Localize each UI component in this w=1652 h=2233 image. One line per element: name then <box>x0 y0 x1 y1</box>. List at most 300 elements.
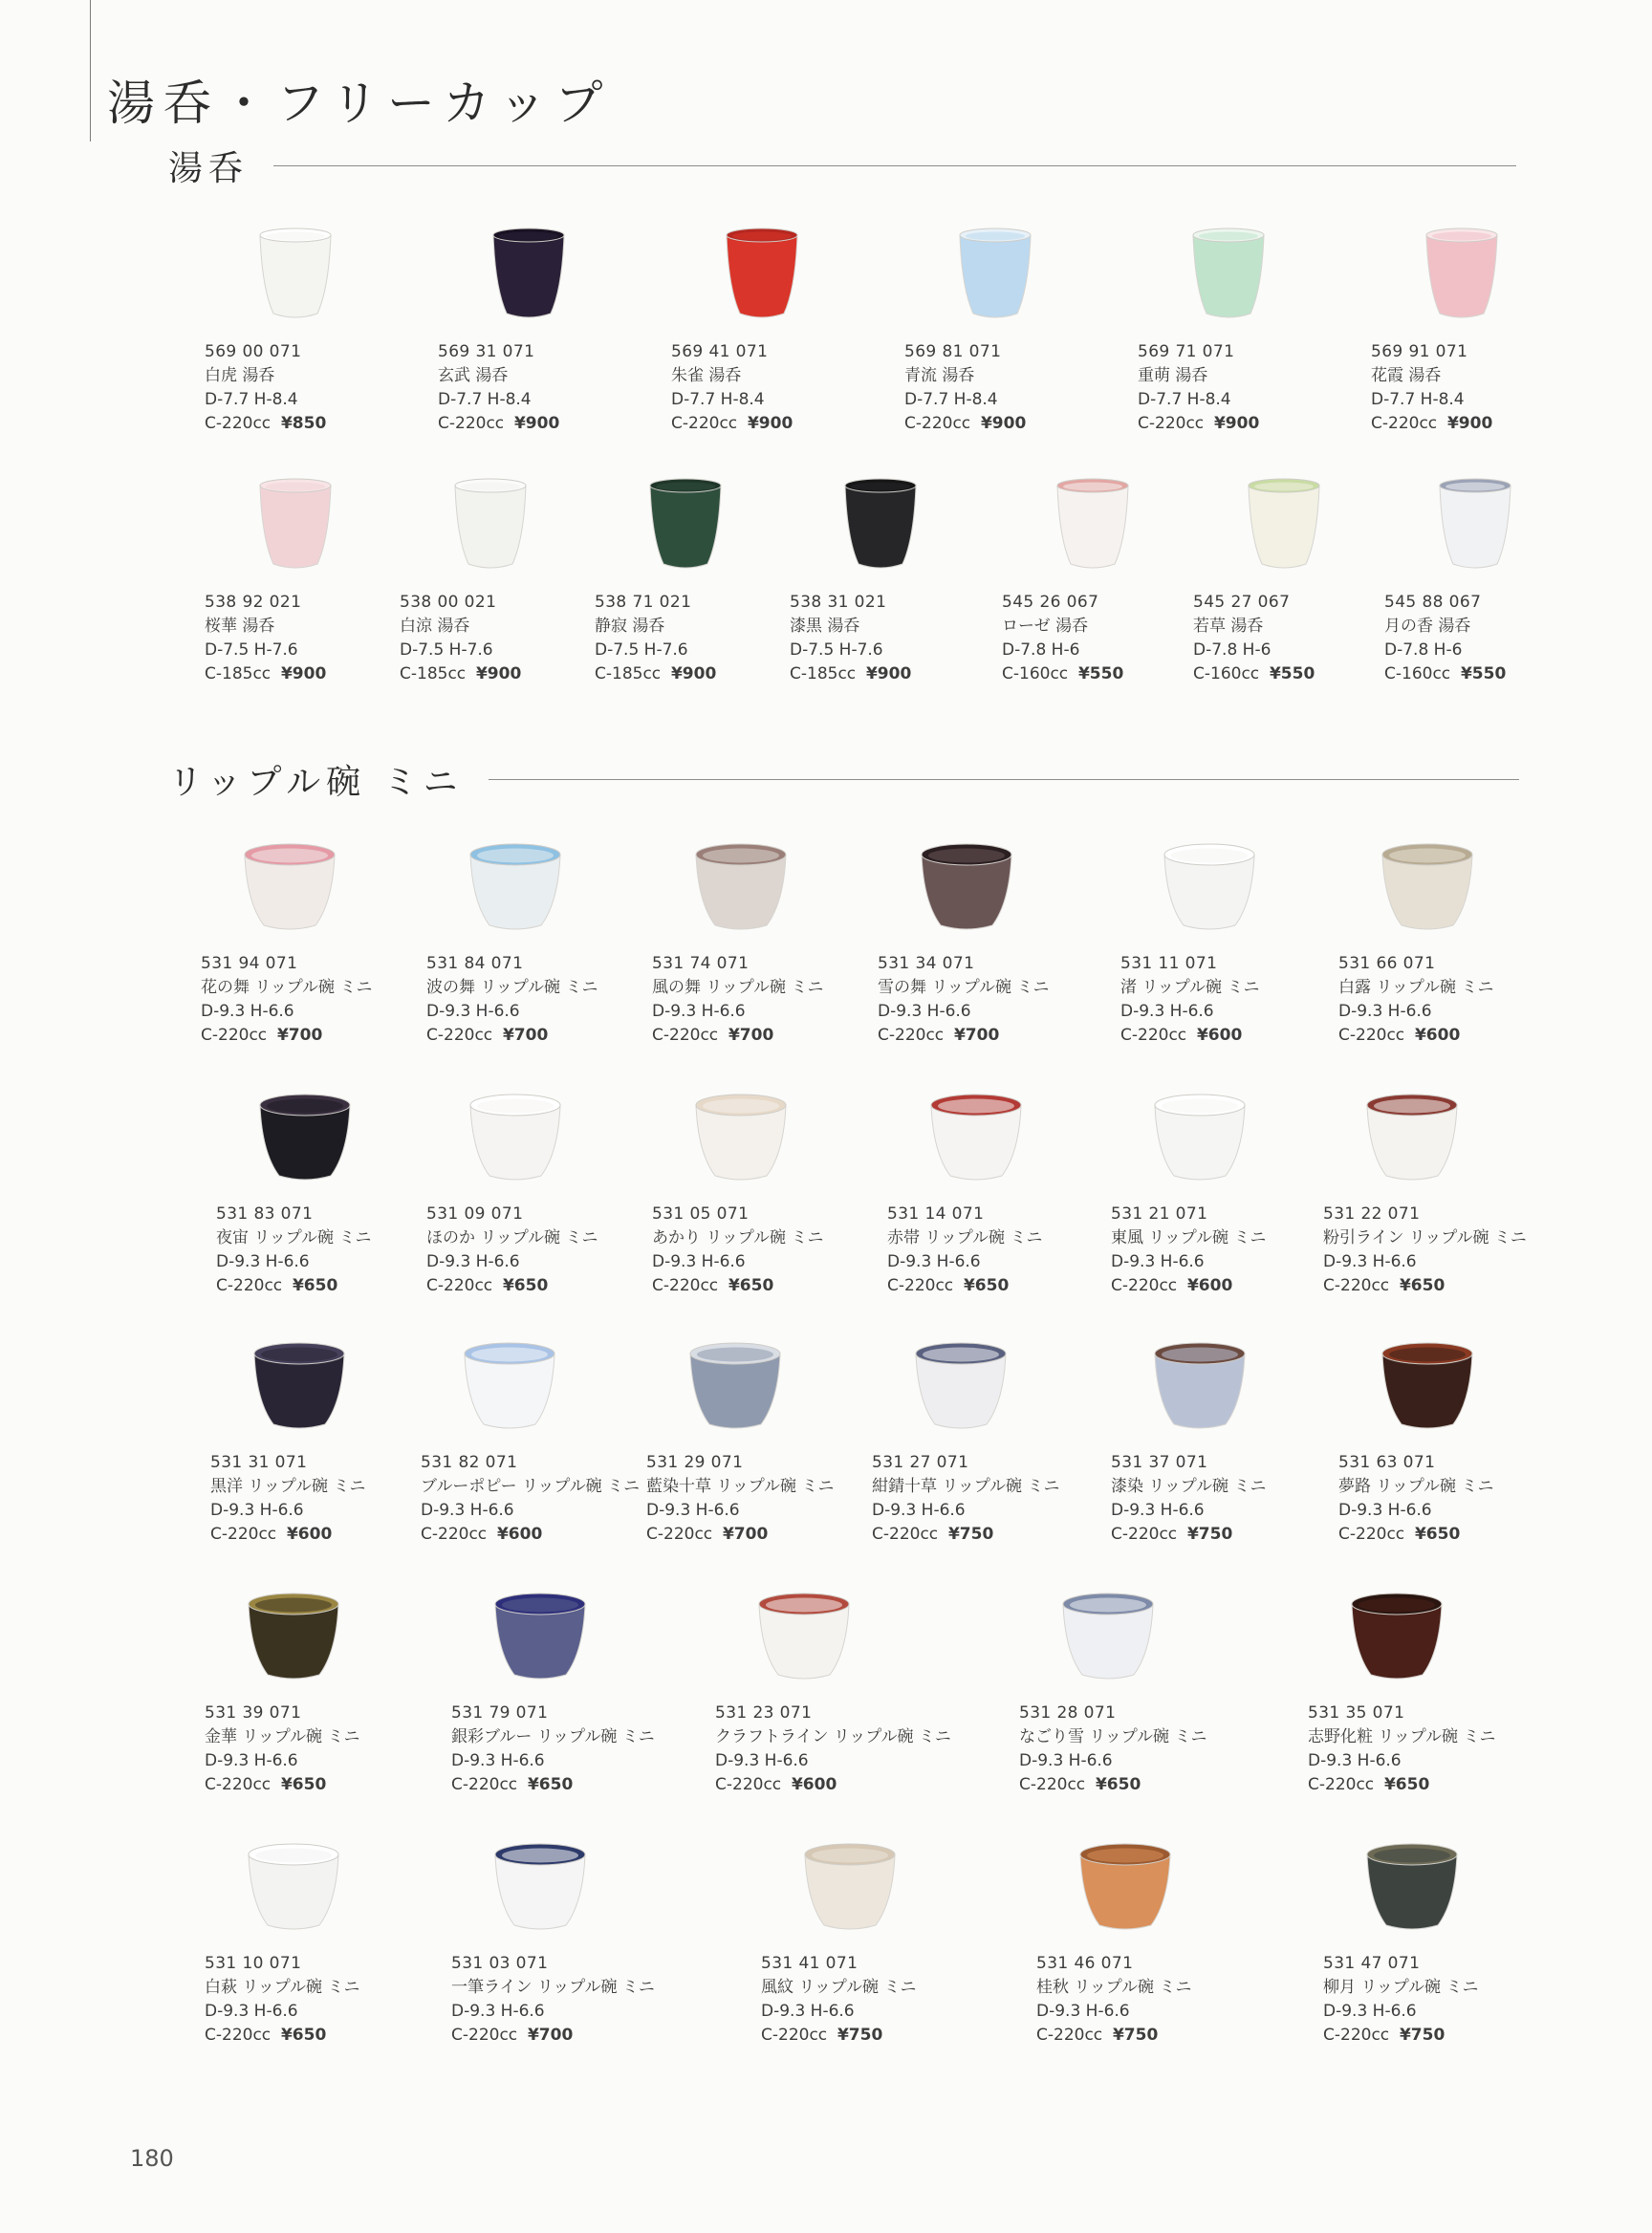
product-code: 531 79 071 <box>451 1703 549 1723</box>
product-dimensions: D-7.8 H-6 <box>1193 640 1272 660</box>
product-capacity: C-220cc <box>887 1276 954 1295</box>
product-name: 白虎 湯呑 <box>205 366 275 385</box>
product-info <box>400 591 521 686</box>
product-capacity: C-220cc <box>652 1026 719 1045</box>
product-code: 531 35 071 <box>1308 1703 1405 1723</box>
product-capacity: C-220cc <box>1120 1026 1187 1045</box>
cup-image <box>1423 472 1528 577</box>
product-code: 531 23 071 <box>715 1703 813 1723</box>
product-dimensions: D-9.3 H-6.6 <box>426 1002 520 1021</box>
product-info <box>1323 1952 1478 2048</box>
product-price: ¥650 <box>502 1276 549 1295</box>
product-code: 531 83 071 <box>216 1204 314 1224</box>
product-code: 531 10 071 <box>205 1954 302 1973</box>
product-price: ¥550 <box>1077 664 1124 683</box>
product-info <box>904 340 1026 436</box>
product-name: 粉引ライン リップル碗 ミニ <box>1323 1228 1527 1247</box>
product-capacity: C-220cc <box>1036 2026 1103 2045</box>
product-info <box>1308 1702 1495 1797</box>
section-title: 湯呑 <box>168 149 250 188</box>
product-name: 花霞 湯呑 <box>1371 366 1442 385</box>
product-price: ¥600 <box>1414 1026 1461 1045</box>
product-code: 531 31 071 <box>210 1453 308 1472</box>
product-name: 夢路 リップル碗 ミニ <box>1338 1477 1494 1496</box>
product-name: 銀彩ブルー リップル碗 ミニ <box>451 1727 655 1746</box>
product-capacity: C-220cc <box>652 1276 719 1295</box>
product-name: 藍染十草 リップル碗 ミニ <box>646 1477 835 1496</box>
product-name: 青流 湯呑 <box>904 366 975 385</box>
product-price: ¥600 <box>791 1775 837 1794</box>
product-name: 桂秋 リップル碗 ミニ <box>1036 1978 1192 1997</box>
cup-image <box>1231 472 1337 577</box>
product-code: 531 14 071 <box>887 1204 985 1224</box>
product-price: ¥600 <box>1186 1276 1233 1295</box>
product-name: 白涼 湯呑 <box>400 617 470 636</box>
product-capacity: C-220cc <box>1338 1026 1405 1045</box>
product-price: ¥650 <box>1414 1525 1461 1544</box>
product-capacity: C-220cc <box>216 1276 283 1295</box>
cup-image <box>709 222 815 327</box>
cup-image <box>688 834 793 939</box>
cup-image <box>797 1833 902 1939</box>
product-price: ¥750 <box>837 2026 883 2045</box>
page-edge-line <box>90 0 91 141</box>
product-info <box>1019 1702 1206 1797</box>
product-info <box>205 1702 359 1797</box>
product-info <box>1111 1451 1266 1547</box>
product-name: 赤帯 リップル碗 ミニ <box>887 1228 1043 1247</box>
cup-image <box>1176 222 1281 327</box>
product-name: 夜宙 リップル碗 ミニ <box>216 1228 372 1247</box>
product-code: 538 00 021 <box>400 593 497 612</box>
product-info <box>1111 1203 1266 1298</box>
product-capacity: C-185cc <box>595 664 662 683</box>
cup-image <box>252 1084 358 1189</box>
product-price: ¥850 <box>280 414 327 433</box>
product-name: 重萌 湯呑 <box>1138 366 1208 385</box>
product-dimensions: D-9.3 H-6.6 <box>205 1751 298 1770</box>
product-dimensions: D-9.3 H-6.6 <box>201 1002 294 1021</box>
product-code: 545 26 067 <box>1002 593 1099 612</box>
product-info <box>872 1451 1059 1547</box>
product-price: ¥600 <box>1196 1026 1243 1045</box>
product-price: ¥700 <box>953 1026 1000 1045</box>
product-price: ¥550 <box>1460 664 1507 683</box>
product-info <box>1371 340 1492 436</box>
product-dimensions: D-9.3 H-6.6 <box>451 2002 545 2021</box>
product-name: 志野化粧 リップル碗 ミニ <box>1308 1727 1496 1746</box>
product-dimensions: D-9.3 H-6.6 <box>1019 1751 1113 1770</box>
cup-image <box>924 1084 1029 1189</box>
cup-image <box>438 472 543 577</box>
product-info <box>205 340 326 436</box>
product-info <box>1036 1952 1191 2048</box>
product-name: 白露 リップル碗 ミニ <box>1338 978 1494 997</box>
product-row <box>0 1833 1652 2063</box>
product-name: あかり リップル碗 ミニ <box>652 1228 824 1247</box>
product-dimensions: D-9.3 H-6.6 <box>646 1501 740 1520</box>
product-info <box>216 1203 371 1298</box>
product-dimensions: D-9.3 H-6.6 <box>1111 1501 1205 1520</box>
product-dimensions: D-7.7 H-8.4 <box>205 390 298 409</box>
product-name: 朱雀 湯呑 <box>671 366 742 385</box>
product-price: ¥900 <box>1446 414 1493 433</box>
product-capacity: C-160cc <box>1002 664 1069 683</box>
product-code: 531 29 071 <box>646 1453 744 1472</box>
cup-image <box>943 222 1048 327</box>
product-info <box>887 1203 1042 1298</box>
product-row <box>0 222 1652 451</box>
product-code: 531 09 071 <box>426 1204 524 1224</box>
product-name: 柳月 リップル碗 ミニ <box>1323 1978 1479 1997</box>
product-capacity: C-220cc <box>210 1525 277 1544</box>
product-code: 531 74 071 <box>652 954 750 973</box>
product-name: 白萩 リップル碗 ミニ <box>205 1978 360 1997</box>
product-capacity: C-220cc <box>1111 1525 1178 1544</box>
product-code: 531 34 071 <box>878 954 975 973</box>
product-info <box>1138 340 1259 436</box>
product-dimensions: D-9.3 H-6.6 <box>1308 1751 1402 1770</box>
product-name: 雪の舞 リップル碗 ミニ <box>878 978 1050 997</box>
product-dimensions: D-7.5 H-7.6 <box>595 640 688 660</box>
cup-image <box>463 834 568 939</box>
cup-image <box>1409 222 1514 327</box>
product-price: ¥550 <box>1269 664 1315 683</box>
product-info <box>652 952 823 1048</box>
product-capacity: C-220cc <box>1138 414 1205 433</box>
cup-image <box>1055 1583 1161 1688</box>
product-info <box>426 952 598 1048</box>
product-row <box>0 1583 1652 1812</box>
product-info <box>451 1702 655 1797</box>
product-price: ¥900 <box>747 414 793 433</box>
product-code: 531 03 071 <box>451 1954 549 1973</box>
product-dimensions: D-9.3 H-6.6 <box>715 1751 809 1770</box>
product-capacity: C-220cc <box>438 414 505 433</box>
product-price: ¥900 <box>865 664 912 683</box>
cup-image <box>1344 1583 1449 1688</box>
product-capacity: C-220cc <box>426 1276 493 1295</box>
product-price: ¥650 <box>292 1276 338 1295</box>
product-name: 桜華 湯呑 <box>205 617 275 636</box>
product-price: ¥900 <box>513 414 560 433</box>
product-dimensions: D-7.7 H-8.4 <box>671 390 765 409</box>
product-price: ¥700 <box>728 1026 774 1045</box>
section-title: リップル碗 ミニ <box>168 763 464 802</box>
product-dimensions: D-9.3 H-6.6 <box>1338 1002 1432 1021</box>
product-info <box>451 1952 655 2048</box>
product-price: ¥700 <box>276 1026 323 1045</box>
product-info <box>205 1952 359 2048</box>
product-code: 531 39 071 <box>205 1703 302 1723</box>
product-price: ¥750 <box>1186 1525 1233 1544</box>
product-capacity: C-220cc <box>421 1525 488 1544</box>
product-info <box>426 1203 598 1298</box>
product-info <box>1120 952 1259 1048</box>
product-price: ¥750 <box>1112 2026 1159 2045</box>
product-code: 531 47 071 <box>1323 1954 1421 1973</box>
product-code: 569 41 071 <box>671 342 769 361</box>
product-capacity: C-220cc <box>1323 1276 1390 1295</box>
product-info <box>1338 1451 1493 1547</box>
product-name: 金華 リップル碗 ミニ <box>205 1727 360 1746</box>
product-name: 紺錆十草 リップル碗 ミニ <box>872 1477 1060 1496</box>
product-row <box>0 472 1652 702</box>
product-capacity: C-220cc <box>872 1525 939 1544</box>
product-code: 531 84 071 <box>426 954 524 973</box>
product-price: ¥900 <box>670 664 717 683</box>
product-dimensions: D-7.8 H-6 <box>1002 640 1080 660</box>
product-capacity: C-220cc <box>205 1775 272 1794</box>
product-code: 531 37 071 <box>1111 1453 1208 1472</box>
product-capacity: C-220cc <box>1111 1276 1178 1295</box>
product-name: 月の香 湯呑 <box>1384 617 1471 636</box>
cup-image <box>1375 1333 1480 1438</box>
product-name: ローゼ 湯呑 <box>1002 617 1089 636</box>
product-info <box>715 1702 951 1797</box>
product-name: 風の舞 リップル碗 ミニ <box>652 978 824 997</box>
product-code: 531 63 071 <box>1338 1453 1436 1472</box>
product-info <box>878 952 1049 1048</box>
cup-image <box>633 472 738 577</box>
product-price: ¥650 <box>1095 1775 1141 1794</box>
product-capacity: C-220cc <box>1371 414 1438 433</box>
product-code: 531 05 071 <box>652 1204 750 1224</box>
product-row <box>0 834 1652 1063</box>
product-info <box>595 591 716 686</box>
product-dimensions: D-7.5 H-7.6 <box>400 640 493 660</box>
product-capacity: C-220cc <box>1338 1525 1405 1544</box>
product-capacity: C-220cc <box>426 1026 493 1045</box>
product-dimensions: D-9.3 H-6.6 <box>210 1501 304 1520</box>
product-info <box>201 952 372 1048</box>
cup-image <box>488 1583 593 1688</box>
product-dimensions: D-9.3 H-6.6 <box>878 1002 971 1021</box>
section-header-yunomi <box>168 141 1516 190</box>
product-name: 渚 リップル碗 ミニ <box>1120 978 1260 997</box>
product-capacity: C-220cc <box>904 414 971 433</box>
product-name: 漆染 リップル碗 ミニ <box>1111 1477 1267 1496</box>
cup-image <box>688 1084 793 1189</box>
product-dimensions: D-9.3 H-6.6 <box>1036 2002 1130 2021</box>
product-code: 531 94 071 <box>201 954 298 973</box>
product-code: 531 41 071 <box>761 1954 859 1973</box>
product-info <box>438 340 559 436</box>
product-capacity: C-220cc <box>1019 1775 1086 1794</box>
product-code: 531 46 071 <box>1036 1954 1134 1973</box>
product-dimensions: D-7.7 H-8.4 <box>904 390 998 409</box>
product-dimensions: D-7.5 H-7.6 <box>790 640 883 660</box>
page-number: 180 <box>130 2145 174 2172</box>
cup-image <box>1147 1084 1252 1189</box>
product-code: 538 31 021 <box>790 593 887 612</box>
product-info <box>1338 952 1493 1048</box>
product-info <box>1002 591 1123 686</box>
product-dimensions: D-9.3 H-6.6 <box>1338 1501 1432 1520</box>
product-name: 黒洋 リップル碗 ミニ <box>210 1477 366 1496</box>
cup-image <box>1157 834 1262 939</box>
product-price: ¥750 <box>947 1525 994 1544</box>
cup-image <box>457 1333 562 1438</box>
product-dimensions: D-9.3 H-6.6 <box>1323 1252 1417 1271</box>
product-info <box>761 1952 916 2048</box>
product-name: 風紋 リップル碗 ミニ <box>761 1978 917 1997</box>
cup-image <box>463 1084 568 1189</box>
product-row <box>0 1084 1652 1313</box>
product-dimensions: D-9.3 H-6.6 <box>1111 1252 1205 1271</box>
product-dimensions: D-7.7 H-8.4 <box>438 390 532 409</box>
product-code: 538 71 021 <box>595 593 692 612</box>
product-capacity: C-185cc <box>400 664 467 683</box>
product-dimensions: D-9.3 H-6.6 <box>887 1252 981 1271</box>
product-capacity: C-220cc <box>205 414 272 433</box>
product-code: 545 27 067 <box>1193 593 1291 612</box>
product-capacity: C-160cc <box>1193 664 1260 683</box>
product-info <box>646 1451 834 1547</box>
product-code: 569 71 071 <box>1138 342 1235 361</box>
product-name: 漆黒 湯呑 <box>790 617 860 636</box>
product-name: 波の舞 リップル碗 ミニ <box>426 978 598 997</box>
product-dimensions: D-7.8 H-6 <box>1384 640 1463 660</box>
product-price: ¥900 <box>980 414 1027 433</box>
product-price: ¥600 <box>496 1525 543 1544</box>
product-capacity: C-160cc <box>1384 664 1451 683</box>
product-dimensions: D-9.3 H-6.6 <box>205 2002 298 2021</box>
product-capacity: C-220cc <box>646 1525 713 1544</box>
product-info <box>671 340 793 436</box>
product-info <box>652 1203 823 1298</box>
product-info <box>1193 591 1315 686</box>
cup-image <box>751 1583 857 1688</box>
product-price: ¥650 <box>728 1276 774 1295</box>
cup-image <box>683 1333 788 1438</box>
page-title: 湯呑・フリーカップ <box>107 76 612 131</box>
product-code: 531 28 071 <box>1019 1703 1117 1723</box>
product-capacity: C-220cc <box>451 2026 518 2045</box>
product-dimensions: D-7.7 H-8.4 <box>1138 390 1231 409</box>
cup-image <box>1073 1833 1178 1939</box>
product-code: 531 27 071 <box>872 1453 969 1472</box>
cup-image <box>476 222 581 327</box>
product-price: ¥700 <box>527 2026 574 2045</box>
product-code: 531 66 071 <box>1338 954 1436 973</box>
cup-image <box>241 1833 346 1939</box>
product-code: 538 92 021 <box>205 593 302 612</box>
product-row <box>0 1333 1652 1562</box>
product-code: 569 31 071 <box>438 342 535 361</box>
product-dimensions: D-9.3 H-6.6 <box>216 1252 310 1271</box>
product-capacity: C-220cc <box>715 1775 782 1794</box>
product-price: ¥650 <box>963 1276 1010 1295</box>
product-dimensions: D-9.3 H-6.6 <box>872 1501 966 1520</box>
cup-image <box>243 472 348 577</box>
product-code: 531 82 071 <box>421 1453 518 1472</box>
product-price: ¥900 <box>280 664 327 683</box>
cup-image <box>828 472 933 577</box>
product-price: ¥700 <box>502 1026 549 1045</box>
product-dimensions: D-9.3 H-6.6 <box>1323 2002 1417 2021</box>
product-info <box>1384 591 1506 686</box>
cup-image <box>1375 834 1480 939</box>
product-name: 静寂 湯呑 <box>595 617 665 636</box>
product-price: ¥700 <box>722 1525 769 1544</box>
section-rule <box>273 165 1516 166</box>
product-price: ¥650 <box>280 1775 327 1794</box>
product-dimensions: D-7.7 H-8.4 <box>1371 390 1465 409</box>
cup-image <box>908 1333 1013 1438</box>
cup-image <box>243 222 348 327</box>
product-dimensions: D-9.3 H-6.6 <box>451 1751 545 1770</box>
product-capacity: C-220cc <box>1323 2026 1390 2045</box>
product-capacity: C-220cc <box>878 1026 945 1045</box>
product-capacity: C-220cc <box>451 1775 518 1794</box>
product-info <box>1323 1203 1527 1298</box>
cup-image <box>488 1833 593 1939</box>
product-name: クラフトライン リップル碗 ミニ <box>715 1727 951 1746</box>
product-code: 569 00 071 <box>205 342 302 361</box>
cup-image <box>241 1583 346 1688</box>
product-price: ¥650 <box>1383 1775 1430 1794</box>
product-dimensions: D-7.5 H-7.6 <box>205 640 298 660</box>
product-info <box>421 1451 640 1547</box>
product-name: ほのか リップル碗 ミニ <box>426 1228 598 1247</box>
section-header-ripple <box>168 755 1519 804</box>
cup-image <box>1040 472 1145 577</box>
product-capacity: C-220cc <box>205 2026 272 2045</box>
product-price: ¥900 <box>1213 414 1260 433</box>
product-name: 玄武 湯呑 <box>438 366 509 385</box>
product-dimensions: D-9.3 H-6.6 <box>652 1002 746 1021</box>
product-info <box>790 591 911 686</box>
cup-image <box>1359 1833 1465 1939</box>
product-name: ブルーポピー リップル碗 ミニ <box>421 1477 641 1496</box>
product-code: 569 91 071 <box>1371 342 1468 361</box>
product-price: ¥600 <box>286 1525 333 1544</box>
product-capacity: C-220cc <box>201 1026 268 1045</box>
product-code: 531 21 071 <box>1111 1204 1208 1224</box>
product-capacity: C-185cc <box>205 664 272 683</box>
product-price: ¥750 <box>1399 2026 1446 2045</box>
cup-image <box>1359 1084 1465 1189</box>
product-dimensions: D-9.3 H-6.6 <box>652 1252 746 1271</box>
product-capacity: C-220cc <box>761 2026 828 2045</box>
product-code: 569 81 071 <box>904 342 1002 361</box>
product-dimensions: D-9.3 H-6.6 <box>761 2002 855 2021</box>
product-name: 東風 リップル碗 ミニ <box>1111 1228 1267 1247</box>
product-price: ¥900 <box>475 664 522 683</box>
product-dimensions: D-9.3 H-6.6 <box>426 1252 520 1271</box>
product-name: 花の舞 リップル碗 ミニ <box>201 978 373 997</box>
product-info <box>205 591 326 686</box>
product-name: 一筆ライン リップル碗 ミニ <box>451 1978 655 1997</box>
section-rule <box>489 779 1519 780</box>
product-code: 531 11 071 <box>1120 954 1218 973</box>
product-name: なごり雪 リップル碗 ミニ <box>1019 1727 1207 1746</box>
product-dimensions: D-9.3 H-6.6 <box>421 1501 514 1520</box>
product-capacity: C-220cc <box>1308 1775 1375 1794</box>
product-dimensions: D-9.3 H-6.6 <box>1120 1002 1214 1021</box>
product-info <box>210 1451 365 1547</box>
cup-image <box>1147 1333 1252 1438</box>
cup-image <box>237 834 342 939</box>
cup-image <box>914 834 1019 939</box>
product-price: ¥650 <box>1399 1276 1446 1295</box>
product-code: 545 88 067 <box>1384 593 1482 612</box>
product-capacity: C-220cc <box>671 414 738 433</box>
cup-image <box>247 1333 352 1438</box>
product-capacity: C-185cc <box>790 664 857 683</box>
product-price: ¥650 <box>527 1775 574 1794</box>
